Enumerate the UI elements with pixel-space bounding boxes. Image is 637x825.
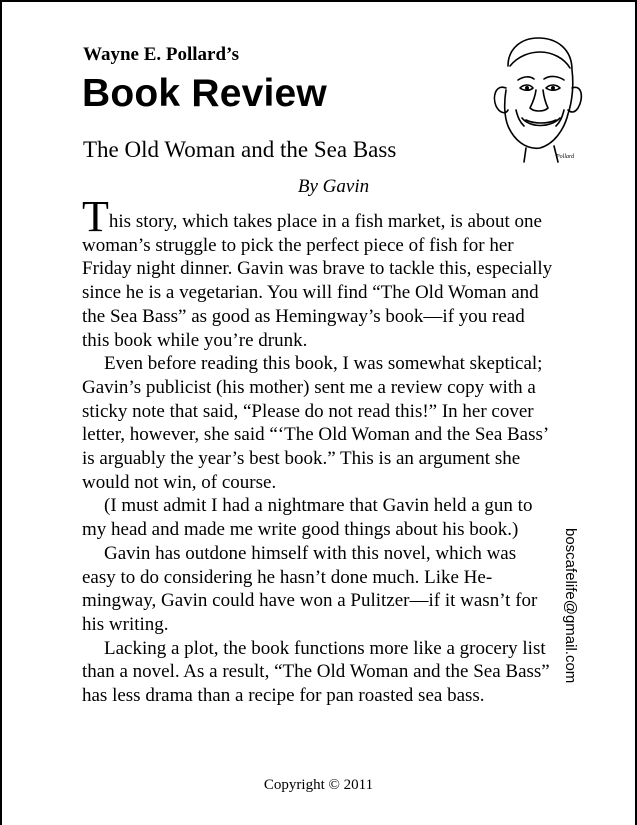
- paragraph-4: Gavin has outdone himself with this novel, which was easy to do considering he hasn’t done much. Like Hemingway, Gavin could have won a Pulitzer—if it wasn’t for his writing.: [82, 542, 538, 635]
- section-title: Book Review: [82, 72, 327, 115]
- paragraph-3: (I must admit I had a nightmare that Gavin held a gun to my head and made me write good things about his book.): [82, 495, 533, 541]
- review-body: [82, 192, 554, 708]
- page-border-top: [0, 0, 637, 2]
- book-title: The Old Woman and the Sea Bass: [83, 137, 397, 162]
- paragraph-1: [82, 192, 554, 352]
- drop-cap: T: [82, 192, 109, 241]
- paragraph-1-text: his story, which takes place in a fish market, is about one woman’s struggle to pick the perfect piece of fish for her Friday night dinner. Gavin was brave to tackle this, especially since he is a vegetarian. You will find “The Old Woman and the Sea Bass” as good as Hemingway’s book—if you read this book while you’re drunk.: [82, 211, 553, 351]
- byline: By Gavin: [297, 176, 370, 197]
- copyright-notice: Copyright © 2011: [263, 777, 374, 793]
- author-name: Wayne E. Pollard’s: [83, 44, 240, 65]
- caricature-portrait-icon: [478, 30, 586, 166]
- portrait-signature: Pollard: [556, 154, 575, 160]
- contact-email: boscafelife@gmail.com: [562, 528, 579, 684]
- paragraph-5: Lacking a plot, the book functions more like a grocery list than a novel. As a result, “The Old Woman and the Sea Bass” has less drama than a recipe for pan roasted sea bass.: [82, 637, 550, 707]
- paragraph-2: Even before reading this book, I was somewhat skeptical; Gavin’s publicist (his mother) sent me a review copy with a sticky note that said, “Please do not read this!” In her cover letter, however, she said “‘The Old Woman and the Sea Bass’ is arguably the year’s best book.” This is an argument she would not win, of course.: [82, 353, 548, 493]
- page-border-left: [0, 0, 2, 825]
